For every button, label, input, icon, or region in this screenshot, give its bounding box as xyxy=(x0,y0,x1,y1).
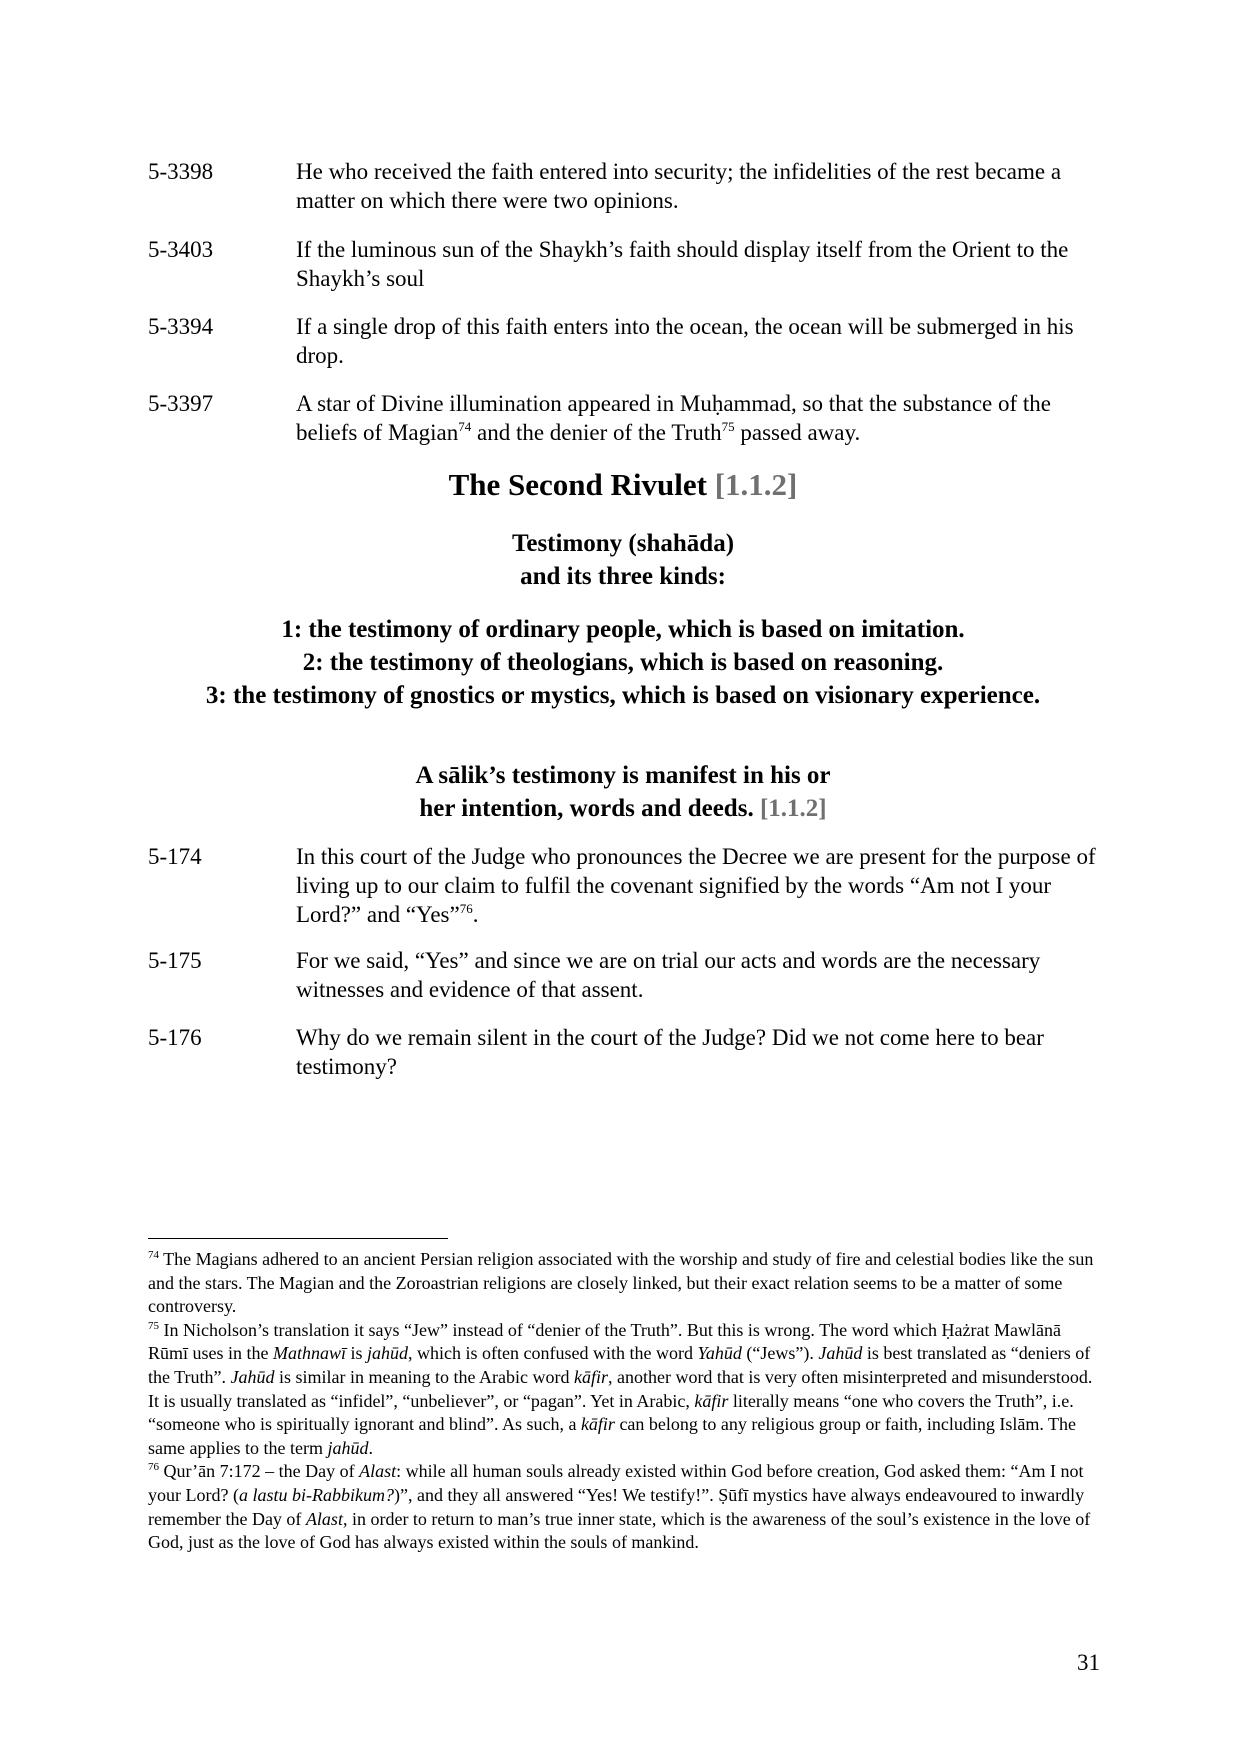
footnote-text: is best translated as “deniers of the Truth”. xyxy=(148,1343,1091,1387)
footnote-italic: Jahūd xyxy=(230,1366,275,1387)
footnote-text: is similar in meaning to the Arabic word xyxy=(274,1366,574,1387)
section-ref: [1.1.2] xyxy=(759,795,827,822)
footnote-italic: Mathnawī xyxy=(273,1343,347,1364)
footnote-75 xyxy=(148,1319,1098,1461)
verse-5-3394 xyxy=(148,312,1098,370)
subheading-text: her intention, words and deeds. xyxy=(419,795,754,822)
footnote-italic: jahūd xyxy=(367,1343,409,1364)
footnote-text: The Magians adhered to an ancient Persian religion associated with the worship and study of fire and celestial bodies like the sun and the stars. The Magian and the Zoroastrian religions are closely linked, but their exact relation seems to be a matter of some controversy. xyxy=(148,1249,1094,1317)
footnote-ref-76[interactable]: 76 xyxy=(459,901,473,916)
verse-text: If the luminous sun of the Shaykh’s faith should display itself from the Orient to the Shaykh’s soul xyxy=(296,237,1069,291)
verse-number: 5-174 xyxy=(148,844,202,869)
section-heading xyxy=(148,467,1098,503)
verse-text xyxy=(296,842,1098,929)
footnote-text: . xyxy=(368,1437,373,1458)
subheading-line xyxy=(148,792,1098,825)
footnote-text: )”, and they all answered “Yes! We testify!”. Ṣūfī mystics have always endeavoured to inwardly remember the Day of xyxy=(148,1484,1085,1529)
verse-text: Why do we remain silent in the court of the Judge? Did we not come here to bear testimony? xyxy=(296,1025,1044,1079)
verse-number: 5-176 xyxy=(148,1025,202,1050)
verse-5-3398 xyxy=(148,157,1098,215)
verse-text-part: . xyxy=(472,902,479,927)
verse-number: 5-3394 xyxy=(148,314,214,339)
footnote-text: can belong to any religious group or faith, including Islām. The same applies to the term xyxy=(148,1414,1077,1458)
footnote-74 xyxy=(148,1248,1098,1319)
footnote-number: 74 xyxy=(148,1249,159,1261)
verse-number: 5-3403 xyxy=(148,237,214,262)
verse-text-part: In this court of the Judge who pronounces the Decree we are present for the purpose of living up to our claim to fulfil the covenant signified by the words “Am not I your Lord?” and “Yes” xyxy=(296,844,1096,927)
salik-subheading xyxy=(148,759,1098,825)
verse-text xyxy=(296,389,1098,447)
footnote-number: 75 xyxy=(148,1319,159,1332)
footnote-italic: Yahūd xyxy=(697,1343,742,1364)
kind-item: 3: the testimony of gnostics or mystics, which is based on visionary experience. xyxy=(205,682,1041,709)
verse-text-part: and the denier of the Truth xyxy=(471,420,722,445)
footnotes xyxy=(148,1248,1098,1555)
verse-number: 5-3398 xyxy=(148,159,214,184)
verse-5-174 xyxy=(148,842,1098,929)
subheading-line: A sālik’s testimony is manifest in his or xyxy=(415,762,831,789)
testimony-subheading xyxy=(148,527,1098,593)
footnote-text: , in order to return to man’s true inner state, which is the awareness of the soul’s existence in the love of God, just as the love of God has always existed within the souls of mankind. xyxy=(148,1508,1091,1553)
verse-text: If a single drop of this faith enters into the ocean, the ocean will be submerged in his drop. xyxy=(296,314,1074,368)
footnote-italic: a lastu bi-Rabbikum? xyxy=(238,1484,394,1505)
footnote-text: : while all human souls already existed within God before creation, God asked them: “Am I not your Lord? ( xyxy=(148,1461,1084,1505)
verse-number: 5-175 xyxy=(148,948,202,973)
footnote-italic: kāfir xyxy=(580,1414,615,1435)
three-kinds-list xyxy=(148,613,1098,712)
footnote-number: 76 xyxy=(148,1461,159,1474)
section-ref: [1.1.2] xyxy=(714,467,798,502)
footnote-text: is xyxy=(346,1343,368,1364)
verse-number: 5-3397 xyxy=(148,391,214,416)
verse-5-176 xyxy=(148,1023,1098,1081)
footnote-italic: Alast xyxy=(359,1461,397,1482)
section-title: The Second Rivulet xyxy=(448,467,707,502)
footnote-italic: kāfir xyxy=(694,1390,729,1411)
footnote-separator xyxy=(148,1238,448,1239)
subheading-line: Testimony (shahāda) xyxy=(511,530,735,557)
verse-5-175 xyxy=(148,946,1098,1004)
footnote-76 xyxy=(148,1460,1098,1554)
footnote-ref-75[interactable]: 75 xyxy=(721,419,735,434)
verse-text: For we said, “Yes” and since we are on trial our acts and words are the necessary witnesses and evidence of that assent. xyxy=(296,948,1041,1002)
verse-text: He who received the faith entered into security; the infidelities of the rest became a matter on which there were two opinions. xyxy=(296,159,1062,213)
subheading-line: and its three kinds: xyxy=(520,563,726,590)
footnote-ref-74[interactable]: 74 xyxy=(458,419,472,434)
footnote-text: Qur’ān 7:172 – the Day of xyxy=(159,1461,360,1482)
kind-item: 1: the testimony of ordinary people, which is based on imitation. xyxy=(281,616,965,643)
verse-5-3403 xyxy=(148,235,1098,293)
verse-5-3397 xyxy=(148,389,1098,447)
verse-text-part: A star of Divine illumination appeared in Muḥammad, so that the substance of the beliefs of Magian xyxy=(296,391,1051,445)
page-number: 31 xyxy=(1077,1650,1100,1675)
verse-text-part: passed away. xyxy=(734,420,861,445)
footnote-text: , which is often confused with the word xyxy=(408,1343,698,1364)
footnote-text: literally means “one who covers the Truth”, i.e. “someone who is spiritually ignorant and blind”. As such, a xyxy=(148,1390,1074,1435)
footnote-text: , another word that is very often misinterpreted and misunderstood. It is usually translated as “infidel”, “unbeliever”, or “pagan”. Yet in Arabic, xyxy=(148,1366,1093,1411)
footnote-italic: kāfir xyxy=(573,1366,608,1387)
kind-item: 2: the testimony of theologians, which is based on reasoning. xyxy=(302,649,944,676)
footnote-italic: jahūd xyxy=(327,1437,369,1458)
footnote-text: (“Jews”). xyxy=(741,1343,819,1364)
footnote-text: In Nicholson’s translation it says “Jew” instead of “denier of the Truth”. But this is wrong. The word which Ḥażrat Mawlānā Rūmī uses in the xyxy=(148,1319,1061,1364)
footnote-italic: Alast xyxy=(305,1508,343,1529)
footnote-italic: Jahūd xyxy=(818,1343,863,1364)
